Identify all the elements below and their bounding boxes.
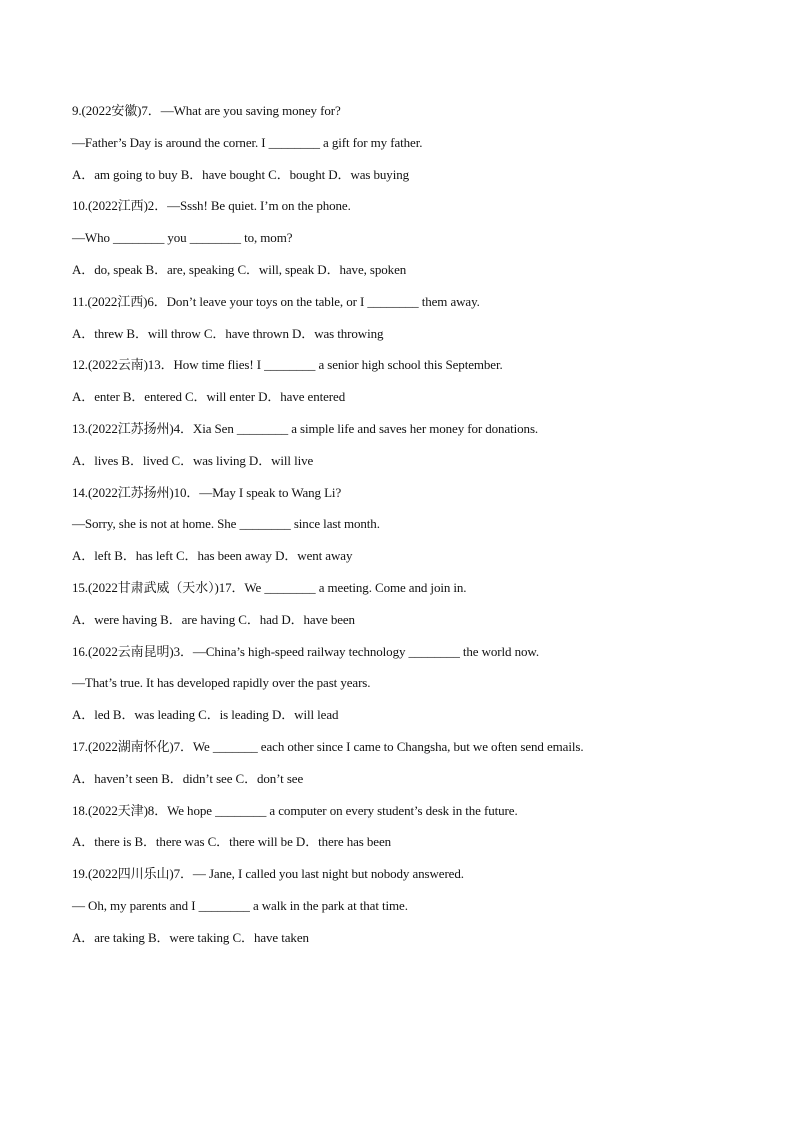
question-16-dialog: —That’s true. It has developed rapidly over the past years. [72,675,371,691]
question-12-stem: 12.(2022云南)13．How time flies! I ________ a senior high school this September. [72,357,503,373]
question-15-options: A．were having B．are having C．had D．have been [72,611,355,627]
question-19-options: A．are taking B．were taking C．have taken [72,929,309,945]
question-14-stem: 14.(2022江苏扬州)10．—May I speak to Wang Li? [72,484,342,500]
question-18-options: A．there is B．there was C．there will be D．there has been [72,834,392,850]
document-page [72,102,732,961]
question-19-dialog: — Oh, my parents and I ________ a walk in the park at that time. [72,897,408,913]
question-11-options: A．threw B．will throw C．have thrown D．was throwing [72,325,384,341]
question-19-stem: 19.(2022四川乐山)7．— Jane, I called you last night but nobody answered. [72,866,464,882]
question-12-options: A．enter B．entered C．will enter D．have entered [72,389,346,405]
question-9-options: A．am going to buy B．have bought C．bought D．was buying [72,166,410,182]
question-14-options: A．left B．has left C．has been away D．went away [72,548,353,564]
question-14-dialog: —Sorry, she is not at home. She ________ since last month. [72,516,380,532]
question-15-stem: 15.(2022甘肃武威（天水）)17．We ________ a meeting. Come and join in. [72,579,467,595]
question-10-dialog: —Who ________ you ________ to, mom? [72,230,293,246]
question-9-dialog: —Father’s Day is around the corner. I ________ a gift for my father. [72,134,423,150]
question-17-options: A．haven’t seen B．didn’t see C．don’t see [72,770,304,786]
question-10-options: A．do, speak B．are, speaking C．will, speak D．have, spoken [72,261,407,277]
question-16-options: A．led B．was leading C．is leading D．will lead [72,707,339,723]
question-9-stem: 9.(2022安徽)7．—What are you saving money for? [72,103,341,118]
question-18-stem: 18.(2022天津)8．We hope ________ a computer on every student’s desk in the future. [72,802,518,818]
question-17-stem: 17.(2022湖南怀化)7．We _______ each other since I came to Changsha, but we often send emails. [72,738,584,754]
question-13-options: A．lives B．lived C．was living D．will live [72,452,314,468]
question-16-stem: 16.(2022云南昆明)3．—China’s high-speed railway technology ________ the world now. [72,643,539,659]
question-11-stem: 11.(2022江西)6．Don’t leave your toys on the table, or I ________ them away. [72,293,480,309]
question-10-stem: 10.(2022江西)2．—Sssh! Be quiet. I’m on the phone. [72,198,351,214]
question-13-stem: 13.(2022江苏扬州)4．Xia Sen ________ a simple life and saves her money for donations. [72,420,539,436]
